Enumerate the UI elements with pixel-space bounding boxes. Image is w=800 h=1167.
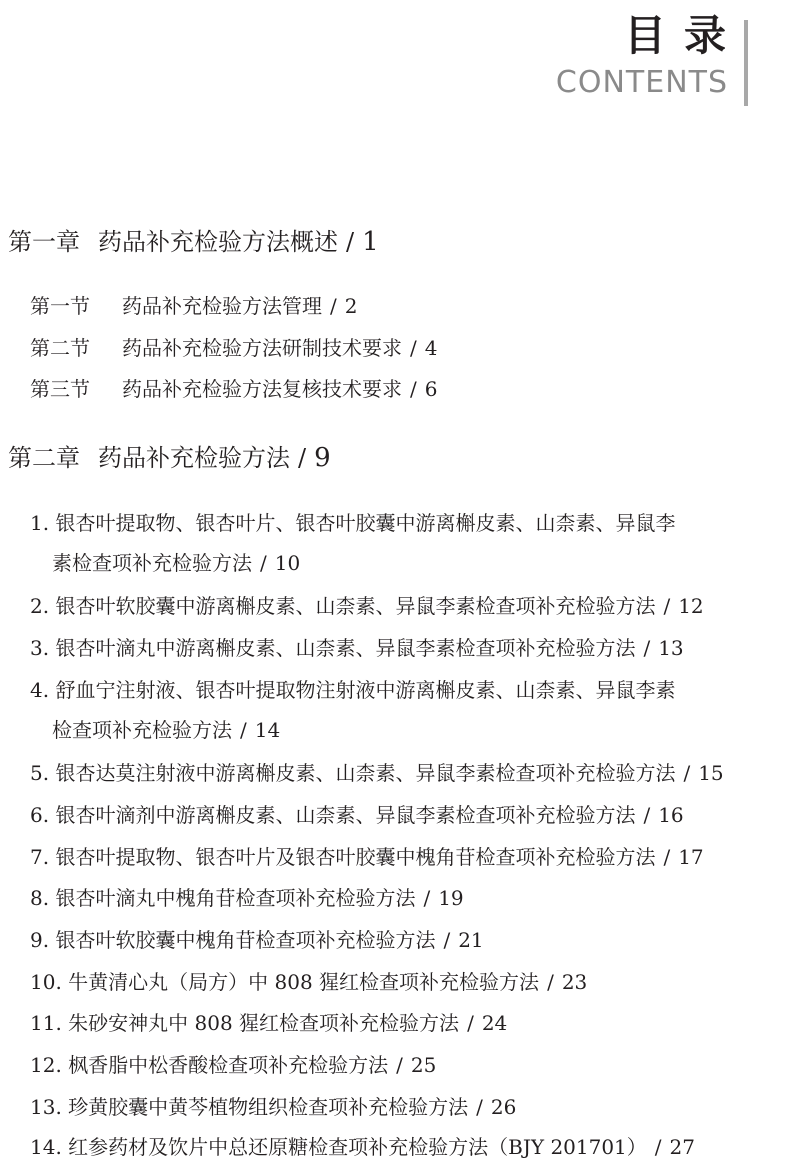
separator: / (643, 803, 651, 827)
header-vertical-rule (744, 20, 748, 106)
item-page: 24 (481, 1011, 508, 1035)
toc-item-3[interactable] (30, 628, 790, 668)
item-page: 14 (254, 718, 281, 742)
section-page: 4 (424, 336, 438, 360)
item-page: 27 (669, 1135, 695, 1159)
item-title-continued: 素检查项补充检验方法 (52, 551, 252, 575)
item-title: 1. 银杏叶提取物、银杏叶片、银杏叶胶囊中游离槲皮素、山柰素、异鼠李 (30, 511, 676, 535)
toc-chapter-2[interactable] (8, 442, 331, 474)
separator: / (663, 845, 671, 869)
page-header (448, 8, 748, 100)
separator: / (476, 1095, 483, 1119)
item-title: 6. 银杏叶滴剂中游离槲皮素、山柰素、异鼠李素检查项补充检验方法 (30, 803, 636, 827)
separator: / (423, 886, 431, 910)
item-title: 7. 银杏叶提取物、银杏叶片及银杏叶胶囊中槐角苷检查项补充检验方法 (30, 845, 656, 869)
toc-item-4[interactable] (30, 670, 790, 750)
item-page: 10 (274, 551, 301, 575)
item-page: 25 (410, 1053, 437, 1077)
item-page: 15 (698, 761, 724, 785)
toc-section-3[interactable] (30, 375, 437, 403)
toc-item-14[interactable] (30, 1127, 790, 1167)
item-page: 26 (490, 1095, 517, 1119)
separator: / (547, 970, 554, 994)
separator: / (396, 1053, 403, 1077)
separator: / (410, 336, 417, 360)
separator: / (643, 636, 651, 660)
chapter-title: 药品补充检验方法 (98, 444, 290, 472)
item-title-continued: 检查项补充检验方法 (52, 718, 232, 742)
section-number: 第二节 (30, 336, 90, 360)
section-number: 第三节 (30, 377, 90, 401)
item-page: 17 (678, 845, 704, 869)
item-title: 3. 银杏叶滴丸中游离槲皮素、山柰素、异鼠李素检查项补充检验方法 (30, 636, 636, 660)
separator: / (330, 294, 337, 318)
item-title: 11. 朱砂安神丸中 808 猩红检查项补充检验方法 (30, 1011, 460, 1035)
separator: / (467, 1011, 474, 1035)
item-title: 8. 银杏叶滴丸中槐角苷检查项补充检验方法 (30, 886, 416, 910)
toc-item-2[interactable] (30, 586, 790, 626)
toc-item-8[interactable] (30, 878, 790, 918)
toc-section-2[interactable] (30, 334, 437, 362)
separator: / (410, 377, 417, 401)
item-title: 4. 舒血宁注射液、银杏叶提取物注射液中游离槲皮素、山柰素、异鼠李素 (30, 678, 676, 702)
item-page: 19 (438, 886, 464, 910)
item-title: 9. 银杏叶软胶囊中槐角苷检查项补充检验方法 (30, 928, 436, 952)
item-page: 13 (658, 636, 684, 660)
item-title: 10. 牛黄清心丸（局方）中 808 猩红检查项补充检验方法 (30, 970, 540, 994)
section-title: 药品补充检验方法管理 (122, 294, 322, 318)
separator: / (260, 551, 267, 575)
separator: / (240, 718, 247, 742)
toc-section-1[interactable] (30, 292, 357, 320)
toc-item-10[interactable] (30, 962, 790, 1002)
page-subtitle: CONTENTS (555, 65, 728, 100)
section-number: 第一节 (30, 294, 90, 318)
separator: / (663, 594, 671, 618)
chapter-page: 9 (314, 443, 331, 473)
item-page: 23 (561, 970, 588, 994)
toc-item-7[interactable] (30, 837, 790, 877)
section-page: 2 (344, 294, 358, 318)
item-page: 21 (458, 928, 484, 952)
toc-item-11[interactable] (30, 1003, 790, 1043)
separator: / (298, 444, 307, 472)
toc-item-6[interactable] (30, 795, 790, 835)
item-title: 14. 红参药材及饮片中总还原糖检查项补充检验方法（BJY 201701） (30, 1135, 647, 1159)
section-title: 药品补充检验方法研制技术要求 (122, 336, 402, 360)
section-title: 药品补充检验方法复核技术要求 (122, 377, 402, 401)
chapter-number: 第一章 (8, 228, 80, 256)
item-title: 13. 珍黄胶囊中黄芩植物组织检查项补充检验方法 (30, 1095, 469, 1119)
chapter-number: 第二章 (8, 444, 80, 472)
separator: / (683, 761, 691, 785)
page-title: 目录 (623, 11, 744, 60)
toc-item-1[interactable] (30, 503, 790, 583)
toc-item-12[interactable] (30, 1045, 790, 1085)
toc-item-5[interactable] (30, 753, 790, 793)
toc-item-9[interactable] (30, 920, 790, 960)
chapter-title: 药品补充检验方法概述 (98, 228, 338, 256)
toc-chapter-1[interactable] (8, 226, 379, 258)
item-page: 12 (678, 594, 704, 618)
separator: / (346, 228, 355, 256)
item-title: 5. 银杏达莫注射液中游离槲皮素、山柰素、异鼠李素检查项补充检验方法 (30, 761, 676, 785)
separator: / (654, 1135, 662, 1159)
chapter-page: 1 (362, 227, 379, 257)
separator: / (443, 928, 451, 952)
item-page: 16 (658, 803, 684, 827)
item-title: 2. 银杏叶软胶囊中游离槲皮素、山柰素、异鼠李素检查项补充检验方法 (30, 594, 656, 618)
toc-item-13[interactable] (30, 1087, 790, 1127)
item-title: 12. 枫香脂中松香酸检查项补充检验方法 (30, 1053, 389, 1077)
section-page: 6 (424, 377, 438, 401)
